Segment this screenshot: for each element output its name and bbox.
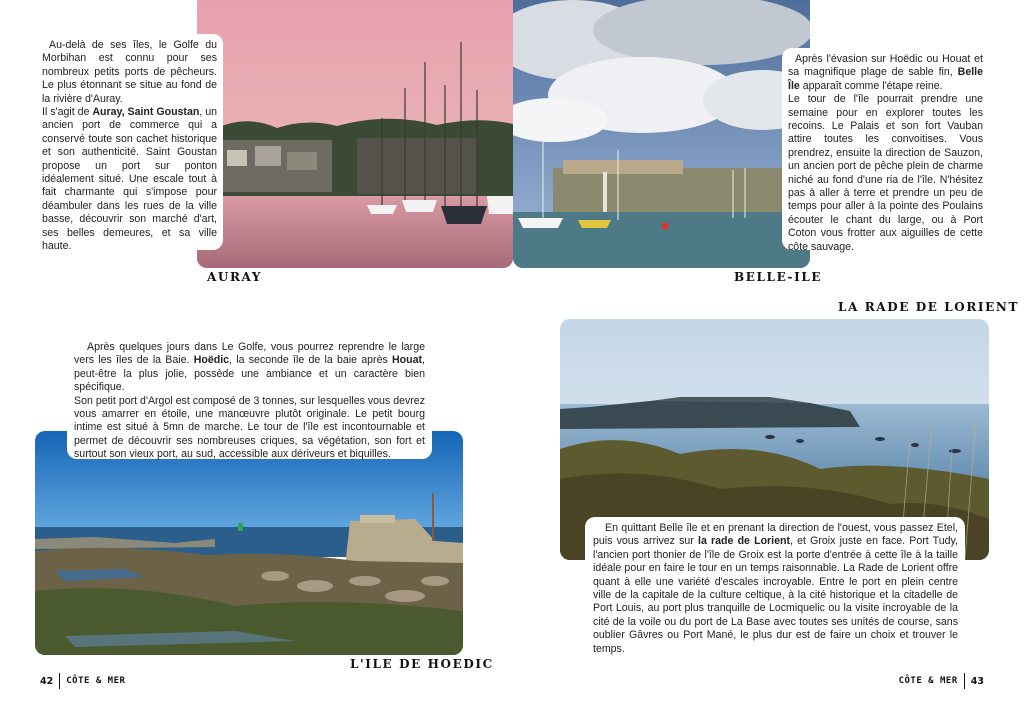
auray-paragraph-1: Au-delà de ses îles, le Golfe du Morbihan est connu pour ses nombreux petits ports de pêcheurs. Le plus étonnant se situe au fond de la rivière d'Auray.: [42, 39, 217, 105]
page-number-right: 43: [970, 675, 984, 687]
belle-ile-paragraph-2: Le tour de l'île pourrait prendre une semaine pour en explorer toutes les recoins. Le Palais et son fort Vauban attire toutes les convoitises. Vous prendrez, ensuite la direction de Sauzon, un ancien port de pêche plein de charme niché au fond d'une ria de l'île. N'hésitez pas à aller à terre et prendre un peu de temps pour aller à la pointe des Poulains écouter le chant du large, ou à Port Coton vous frotter aux aiguilles de cette côte sauvage.: [788, 93, 983, 253]
caption-hoedic: L'ILE DE HOEDIC: [350, 657, 494, 671]
magazine-brand-right: CÔTE & MER: [898, 676, 958, 686]
footer-right: [899, 673, 984, 689]
hoedic-text-box: [67, 336, 432, 459]
caption-lorient: LA RADE DE LORIENT: [838, 300, 1019, 314]
lorient-text-box: [585, 517, 965, 655]
footer-left: [40, 673, 125, 689]
hoedic-paragraph-2: Son petit port d'Argol est composé de 3 tonnes, sur lesquelles vous devrez vous amarrer en étoile, une manœuvre plutôt originale. Le petit bourg intime est situé à 5mn de marche. Le tour de l'île est incontournable et permet de découvrir ses nombreuses criques, sa végétation, son fort et surtout son vieux port, au sud, accessible aux dériveurs et biquilles.: [74, 394, 425, 461]
magazine-brand-left: CÔTE & MER: [66, 676, 126, 686]
hoedic-paragraph-1: Après quelques jours dans Le Golfe, vous pourrez reprendre le large vers les îles de la Baie. Hoëdic, la seconde île de la baie après Houat, peut-être la plus jolie, possède une ambiance et un caractère bien spécifique.: [74, 341, 425, 394]
auray-paragraph-2: Il s'agit de Auray, Saint Goustan, un ancien port de commerce qui a conservé toute son cachet historique et son authenticité. Saint Goustan propose un port sur ponton idéalement situé. Une escale tout à fait charmante qui s'impose pour déambuler dans les rues de la ville basse, découvrir son marché d'art, ses belles demeures, et sa ville haute.: [42, 106, 218, 253]
lorient-paragraph-1: En quittant Belle île et en prenant la direction de l'ouest, vous passez Etel, puis vous arrivez sur la rade de Lorient, et Groix juste en face. Port Tudy, l'ancien port thonier de l'île de Groix est la porte d'entrée à cette île à la taille idéale pour en faire le tour en un temps raisonnable. La Rade de Lorient offre quant à elle une variété d'escales incroyable. Entre le port en plein centre ville de la capitale de la culture celtique, à la cité historique et la citadelle de Port Louis, au port plus tranquille de Locmiquelic ou la visite incroyable de la cité de la voile ou du port de La Base avec toutes ses unités de course, sans oublier Gâvres ou Port Mané, le plus dur est de faire un choix et trouver le temps.: [593, 522, 958, 655]
hoedic-photo: [35, 431, 463, 655]
auray-text-box: [34, 34, 223, 253]
belle-ile-paragraph-1: Après l'évasion sur Hoëdic ou Houat et sa magnifique plage de sable fin, Belle Île apparaît comme l'étape reine.: [788, 53, 983, 92]
belle-ile-photo: [513, 0, 810, 268]
footer-divider: [964, 673, 965, 689]
belle-ile-text-box: [782, 48, 989, 253]
auray-photo: [197, 0, 513, 268]
caption-belle-ile: BELLE-ILE: [734, 270, 823, 284]
footer-divider: [59, 673, 60, 689]
page-number-left: 42: [40, 675, 54, 687]
caption-auray: AURAY: [207, 270, 263, 284]
